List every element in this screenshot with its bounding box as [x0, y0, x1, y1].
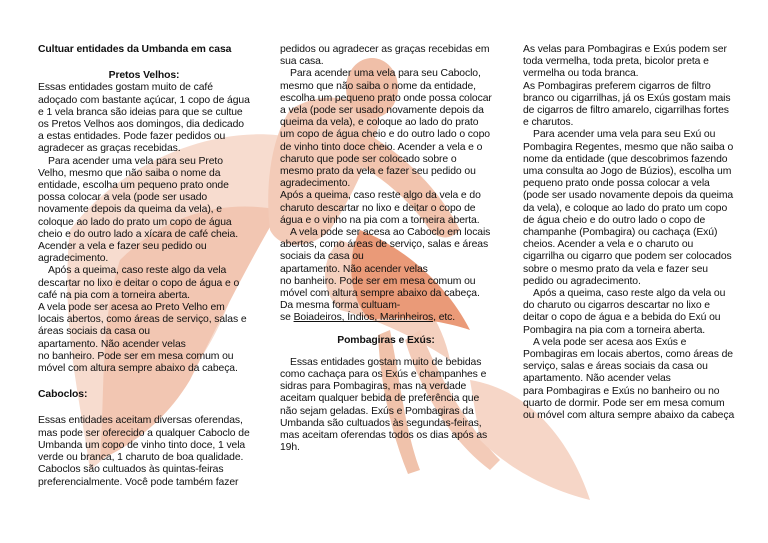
paragraph: As velas para Pombagiras e Exús podem ser toda vermelha, toda preta, bicolor preta e vermelha ou toda branca.: [523, 44, 727, 80]
paragraph: Após a queima, caso reste algo da vela e do charuto descartar no lixo e deitar o copo de água e o vinho na pia com a torneira aberta.: [280, 190, 481, 226]
paragraph: no banheiro. Pode ser em mesa comum ou móvel com altura sempre abaixo da cabeça.: [38, 350, 238, 375]
paragraph: Após a queima, caso reste algo da vela descartar no lixo e deitar o copo de água e o café na pia com a torneira aberta.: [38, 265, 240, 301]
caboclos-heading: Caboclos:: [38, 389, 88, 401]
paragraph: apartamento. Não acender velas: [280, 263, 428, 275]
paragraph: apartamento. Não acender velas: [523, 373, 671, 385]
text-prefix: se: [280, 312, 294, 324]
page-title: Cultuar entidades da Umbanda em casa: [38, 44, 232, 55]
paragraph: Essas entidades aceitam diversas oferendas, mas pode ser oferecido a qualquer Caboclo de Umbanda um copo de vinho tinto doce, 1 vela verde ou branca, 1 charuto de boa qualidade. Caboclos são cultuados às quintas-feiras preferencialmente. Você pode também fazer: [38, 415, 250, 488]
column-3: [523, 44, 735, 422]
paragraph: Essas entidades gostam muito de bebidas como cachaça para os Exús e champanhes e sidras para Pombagiras, mas na verdade aceitam qualquer bebida de preferência que não sejam geladas. Exús e Pombagiras da Umbanda são cultuados às segundas-feiras, mas aceitam oferendas todos os dias após as 19h.: [280, 356, 488, 454]
pretos-velhos-heading: Pretos Velhos:: [108, 70, 180, 82]
text-suffix: , etc.: [433, 312, 456, 324]
column-1: [38, 44, 250, 489]
entity-links[interactable]: Boiadeiros, Índios, Marinheiros: [293, 312, 434, 324]
column-2: [280, 44, 492, 455]
paragraph: Para acender uma vela para seu Preto Velho, mesmo que não saiba o nome da entidade, escolha um pequeno prato onde possa colocar a vela (pode ser usado novamente depois da queima da vela), e coloque ao lado do prato um copo de água cheio e do outro lado a xícara de café cheia. Acender a vela e fazer seu pedido ou agradecimento.: [38, 155, 238, 265]
paragraph: As Pombagiras preferem cigarros de filtro branco ou cigarrilhas, já os Exús gostam mais de cigarros de filtro amarelo, cigarrilhas fortes e charutos.: [523, 80, 731, 129]
paragraph: [280, 312, 492, 324]
paragraph: pedidos ou agradecer as graças recebidas em sua casa.: [280, 44, 490, 68]
paragraph: apartamento. Não acender velas: [38, 338, 186, 350]
paragraph: Após a queima, caso reste algo da vela ou do charuto ou cigarros descartar no lixo e deitar o copo de água e a bebida do Exú ou Pombagira na pia com a torneira aberta.: [523, 288, 726, 336]
paragraph: A vela pode ser acesa ao Preto Velho em locais abertos, como áreas de serviço, salas e áreas sociais da casa ou: [38, 302, 247, 338]
paragraph: no banheiro. Pode ser em mesa comum ou móvel com altura sempre abaixo da cabeça.: [280, 275, 480, 300]
paragraph: A vela pode ser acesa ao Caboclo em locais abertos, como áreas de serviço, salas e áreas sociais da casa ou: [280, 227, 491, 263]
paragraph: para Pombagiras e Exús no banheiro ou no quarto de dormir. Pode ser em mesa comum ou móvel com altura sempre abaixo da cabeça: [523, 385, 735, 422]
paragraph: Essas entidades gostam muito de café adoçado com bastante açúcar, 1 copo de água e 1 vela branca são ideias para que se cultue os Pretos Velhos aos domingos, dia dedicado a estas entidades. Pode fazer pedidos ou agradecer as graças recebidas.: [38, 82, 250, 155]
pombagiras-heading: Pombagiras e Exús:: [337, 334, 435, 346]
paragraph: Para acender uma vela para seu Exú ou Pombagira Regentes, mesmo que não saiba o nome da entidade (que descobrimos fazendo uma consulta ao Jogo de Búzios), escolha um pequeno prato onde possa colocar a vela (pode ser usado novamente depois da queima da vela), e coloque ao lado do prato um copo de água cheio e do outro lado o copo de champanhe (Pombagira) ou cachaça (Exú) cheios. Acender a vela e o charuto ou cigarrilha ou cigarro que podem ser colocados sobre o mesmo prato da vela e fazer seu pedido ou agradecimento.: [523, 129, 734, 287]
paragraph: A vela pode ser acesa aos Exús e Pombagiras em locais abertos, como áreas de serviço, salas e áreas sociais da casa ou: [523, 336, 733, 373]
paragraph: Da mesma forma cultuam-: [280, 300, 401, 312]
paragraph: Para acender uma vela para seu Caboclo, mesmo que não saiba o nome da entidade, escolha um pequeno prato onde possa colocar a vela (pode ser usado novamente depois da queima da vela), e coloque ao lado do prato um copo de água cheio e do outro lado o copo de vinho tinto doce cheio. Acender a vela e o charuto que pode ser colocado sobre o mesmo prato da vela e fazer seu pedido ou agradecimento.: [280, 68, 492, 190]
